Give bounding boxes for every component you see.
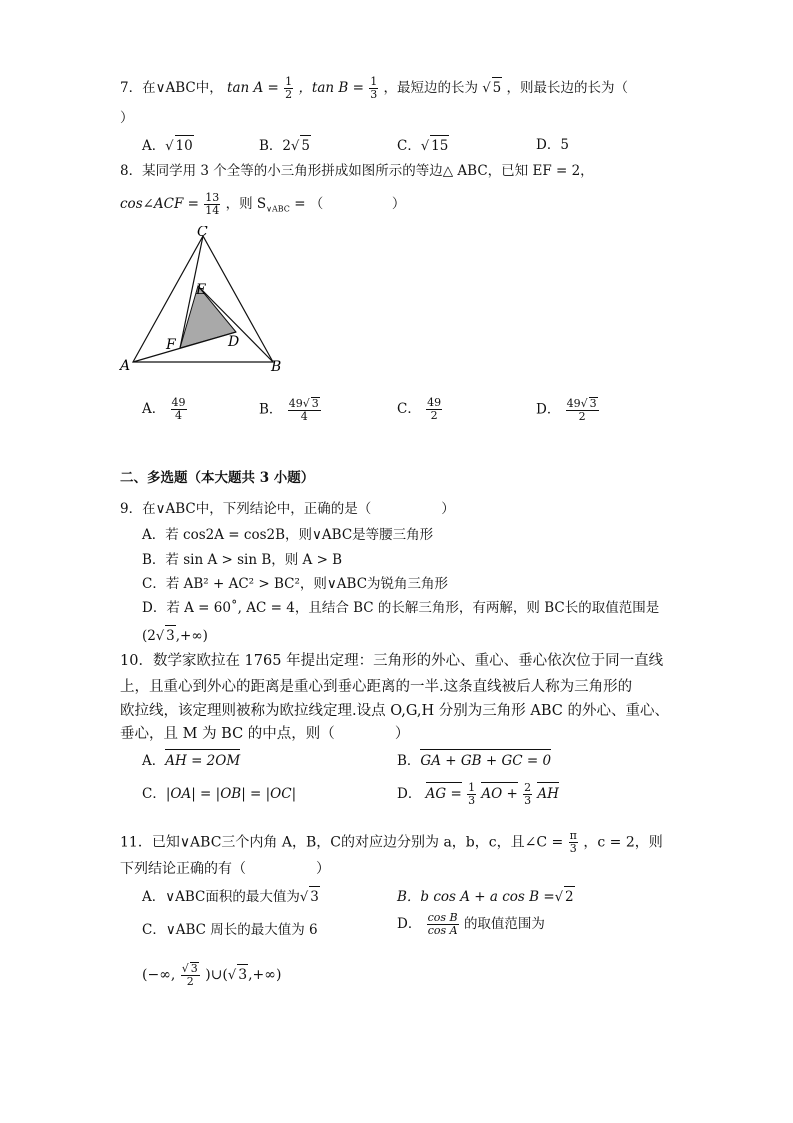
q9-option-d[interactable]: D．若 A = 60˚, AC = 4，且结合 BC 的长解三角形，有两解，则 BC长的取值范围是 xyxy=(142,600,660,616)
label-f: F xyxy=(166,337,176,353)
q11-option-d-range: (−∞, $\frac{√ 3}{2}$ )∪(√ 3,+∞) xyxy=(142,962,282,988)
q10-option-a[interactable]: A．AH = 2OM xyxy=(142,753,241,769)
question-7-stem: 7．在∨ABC中， tan A = $\frac{1}{2}$ ，tan B = $\frac{1}{3}$ ，最短边的长为 √ 5 ，则最长边的长为（ xyxy=(120,75,628,101)
q9-option-c[interactable]: C．若 AB² + AC² > BC²，则∨ABC为锐角三角形 xyxy=(142,576,449,592)
q9-option-a[interactable]: A．若 cos2A = cos2B，则∨ABC是等腰三角形 xyxy=(142,527,434,543)
q10-option-d[interactable]: D． AG = $\frac{1}{3}$ AO + $\frac{2}{3}$ AH xyxy=(397,781,559,807)
q9-option-b[interactable]: B．若 sin A > sin B，则 A > B xyxy=(142,552,343,568)
q7-option-a[interactable]: A．√ 10 xyxy=(142,135,194,157)
q7-option-b[interactable]: B．2√ 5 xyxy=(259,135,311,157)
q11-option-d[interactable]: D． $\frac{\text{cos B}}{\text{cos A}}$ 的取值范围为 xyxy=(397,911,545,937)
label-b: B xyxy=(271,359,282,375)
question-10-line-2: 上，且重心到外心的距离是重心到垂心距离的一半.这条直线被后人称为三角形的 xyxy=(120,679,633,695)
question-11-line-1: 11．已知∨ABC三个内角 A，B，C的对应边分别为 a，b，c，且∠C = $\frac{\pi}{3}$ ，c = 2，则 xyxy=(120,829,663,855)
q8-option-a[interactable]: A． $\frac{49}{4}$ xyxy=(142,396,186,422)
q11-option-b[interactable]: B．b cos A + a cos B =√ 2 xyxy=(397,886,575,908)
q11-option-a[interactable]: A．∨ABC面积的最大值为√ 3 xyxy=(142,886,320,908)
q9-option-d-range: (2√ 3,+∞) xyxy=(142,625,208,647)
q7-option-c[interactable]: C．√ 15 xyxy=(397,135,449,157)
question-10-line-1: 10．数学家欧拉在 1765 年提出定理：三角形的外心、重心、垂心依次位于同一直线 xyxy=(120,653,664,669)
question-10-line-3: 欧拉线，该定理则被称为欧拉线定理.设点 O,G,H 分别为三角形 ABC 的外心、重心、 xyxy=(120,703,670,719)
q8-option-c[interactable]: C． $\frac{49}{2}$ xyxy=(397,396,442,422)
question-10-line-4: 垂心，且 M 为 BC 的中点，则（ ） xyxy=(120,726,410,742)
q11-option-c[interactable]: C．∨ABC 周长的最大值为 6 xyxy=(142,922,318,938)
question-8-stem: 8．某同学用 3 个全等的小三角形拼成如图所示的等边△ ABC，已知 EF = 2， xyxy=(120,163,594,179)
question-8-stem-2: cos∠ACF = $\frac{13}{14}$ ，则 $S_{\vee ABC}$ = （ ） xyxy=(120,191,406,217)
q7-option-d[interactable]: D．5 xyxy=(536,137,569,153)
q8-option-d[interactable]: D． $\frac{49√ 3}{2}$ xyxy=(536,397,597,423)
label-c: C xyxy=(197,226,208,240)
section-2-heading: 二、多选题（本大题共 3 小题） xyxy=(120,470,315,486)
label-a: A xyxy=(120,358,131,374)
question-9-stem: 9．在∨ABC中，下列结论中，正确的是（ ） xyxy=(120,501,455,517)
q8-option-b[interactable]: B． $\frac{49√ 3}{4}$ xyxy=(259,397,319,423)
label-e: E xyxy=(196,282,207,298)
question-11-line-2: 下列结论正确的有（ ） xyxy=(120,861,330,877)
q10-option-c[interactable]: C．|OA| = |OB| = |OC| xyxy=(142,786,297,802)
label-d: D xyxy=(228,334,240,350)
question-7-close: ） xyxy=(120,110,134,126)
q10-option-b[interactable]: B．GA + GB + GC = 0 xyxy=(397,753,552,769)
triangle-figure xyxy=(118,226,298,376)
